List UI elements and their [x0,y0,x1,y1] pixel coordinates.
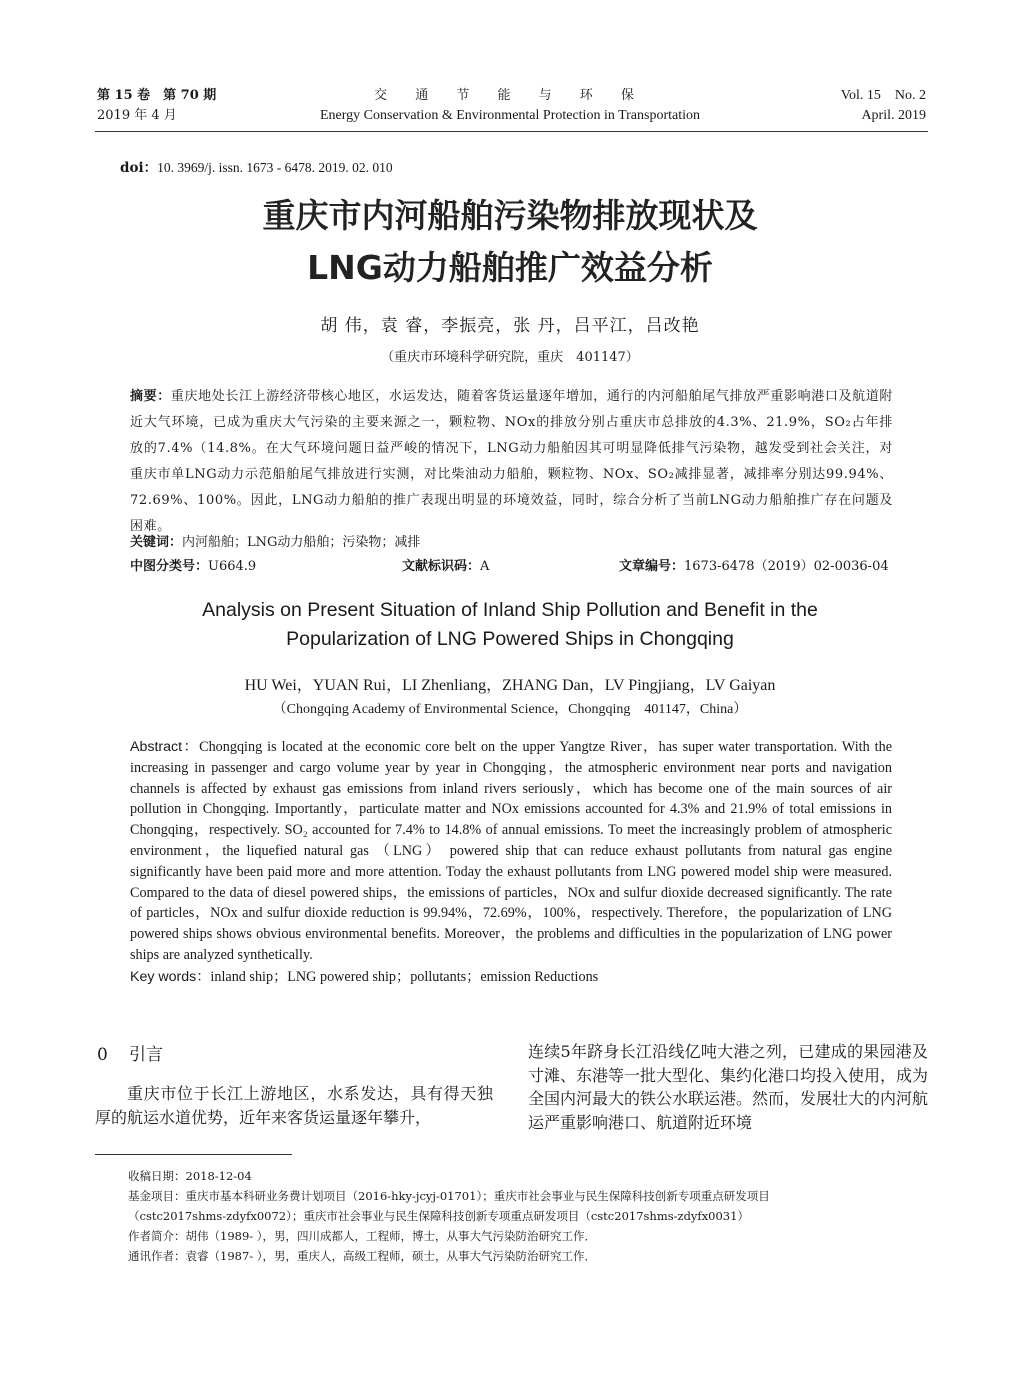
body-column-left: 重庆市位于长江上游地区，水系发达，具有得天独厚的航运水道优势，近年来客货运量逐年攀升， [95,1084,493,1127]
keywords-cn [130,532,420,554]
clc-number [130,559,256,574]
abstract-en-text: Chongqing is located at the economic core belt on the upper Yangtze River，has super water transportation. With the increasing in passenger and cargo volume year by year in Chongqing，the atmospheric environment near ports and navigation channels is affected by exhaust gas emissions from inland rivers seriously，which has become one of the main sources of air pollution in Chongqing. Importantly，particulate matter and NOx emissions accounted for 4.3% and 21.9% of total emissions in Chongqing，respectively. SO₂ accounted for 7.4% to 14.8% of annual emissions. To meet the increasingly problem of atmospheric environment，the liquefied natural gas （LNG） powered ship that can reduce exhaust pollutants from natural gas engine significantly have been paid more and more attention. Today the exhaust pollutants from LNG powered model ship were measured. Compared to the data of diesel powered ships，the emissions of particles，NOx and sulfur dioxide decreased significantly. The rate of particles，NOx and sulfur dioxide reduction is 99.94%，72.69%，100%，respectively. Therefore，the popularization of LNG powered ships shows obvious environmental benefits. Moreover，the problems and difficulties in the popularization of LNG power ships are analyzed synthetically. [130,739,892,963]
doi-line [120,156,393,176]
footnote-rule [95,1154,292,1155]
abstract-en-label: Abstract： [130,739,200,755]
footnote-corresponding: 通讯作者：袁睿（1987- ），男，重庆人，高级工程师，硕士，从事大气污染防治研究工作． [128,1249,597,1263]
title-en-line-1: Analysis on Present Situation of Inland Ship Pollution and Benefit in the [202,599,818,621]
header-rule [95,131,928,132]
clc-value: U664.9 [208,559,257,574]
section-heading [97,1040,163,1065]
footnotes [128,1166,928,1266]
abstract-en [130,737,892,966]
paper-title-en [0,596,1020,654]
classification-row [130,556,890,578]
keywords-en-text: inland ship；LNG powered ship；pollutants；emission Reductions [210,969,599,985]
keywords-cn-text: 内河船舶；LNG动力船舶；污染物；减排 [182,535,421,550]
footnote-author: 作者简介：胡伟（1989- ），男，四川成都人，工程师，博士，从事大气污染防治研究工作． [128,1229,597,1243]
article-value: 1673-6478（2019）02-0036-04 [684,559,889,574]
keywords-en [130,966,598,986]
affiliation-cn: （重庆市环境科学研究院，重庆 401147） [381,350,639,365]
paper-title-cn [0,190,1020,294]
abstract-cn [130,384,893,540]
volume-issue-en: Vol. 15 No. 2 [840,88,926,103]
section-title: 引言 [129,1045,163,1065]
keywords-cn-label: 关键词： [130,535,183,550]
keywords-en-label: Key words： [130,969,211,985]
section-number: 0 [97,1045,108,1065]
authors-cn: 胡 伟，袁 睿，李振亮，张 丹，吕平江，吕改艳 [320,316,700,336]
journal-issue-en [841,86,926,126]
body-column-right: 连续5年跻身长江沿线亿吨大港之列，已建成的果园港及寸滩、东港等一批大型化、集约化港口均投入使用，成为全国内河最大的铁公水联运港。然而，发展壮大的内河航运严重影响港口、航道附近环境 [528,1042,929,1132]
article-label: 文章编号： [619,559,685,574]
title-en-line-2: Popularization of LNG Powered Ships in Chongqing [286,628,734,650]
doi-label: doi： [120,160,158,176]
doi-value[interactable]: 10. 3969/j. issn. 1673 - 6478. 2019. 02. 010 [157,160,393,175]
journal-name-en: Energy Conservation & Environmental Protection in Transportation [319,108,701,123]
authors-en: HU Wei，YUAN Rui，LI Zhenliang，ZHANG Dan，LV Pingjiang，LV Gaiyan [244,677,776,694]
affiliation-en: （Chongqing Academy of Environmental Science，Chongqing 401147，China） [272,702,748,717]
title-cn-line-1: 重庆市内河船舶污染物排放现状及 [262,196,758,235]
footnote-funding-2: （cstc2017shms-zdyfx0072）；重庆市社会事业与民生保障科技创新专项重点研发项目（cstc2017shms-zdyfx0031） [128,1209,749,1223]
doc-label: 文献标识码： [402,559,481,574]
abstract-cn-text: 重庆地处长江上游经济带核心地区，水运发达，随着客货运量逐年增加，通行的内河船舶尾气排放严重影响港口及航道附近大气环境，已成为重庆大气污染的主要来源之一，颗粒物、NOx的排放分别占重庆市总排放的4.3%、21.9%，SO₂占年排放的7.4%（14.8%。在大气环境问题日益严峻的情况下，LNG动力船舶因其可明显降低排气污染物，越发受到社会关注，对重庆市单LNG动力示范船舶尾气排放进行实测，对比柴油动力船舶，颗粒物、NOx、SO₂减排显著，减排率分别达99.94%、72.69%、100%。因此，LNG动力船舶的推广表现出明显的环境效益，同时，综合分析了当前LNG动力船舶推广存在问题及困难。 [130,389,893,534]
article-number [619,556,889,578]
abstract-cn-label: 摘要： [130,389,171,404]
footnote-funding-1: 基金项目：重庆市基本科研业务费计划项目（2016-hky-jcyj-01701）；重庆市社会事业与民生保障科技创新专项重点研发项目 [128,1189,770,1203]
footnote-received: 收稿日期：2018-12-04 [128,1169,252,1183]
clc-label: 中图分类号： [130,559,209,574]
doc-value: A [480,559,490,574]
date-en: April. 2019 [861,108,926,123]
document-code [402,556,489,578]
title-cn-line-2: LNG动力船舶推广效益分析 [307,248,713,287]
date-cn: 2019 年 4 月 [97,108,177,123]
volume-issue-cn: 第 15 卷 第 70 期 [97,88,217,103]
journal-name-cn: 交 通 节 能 与 环 保 [374,88,646,103]
